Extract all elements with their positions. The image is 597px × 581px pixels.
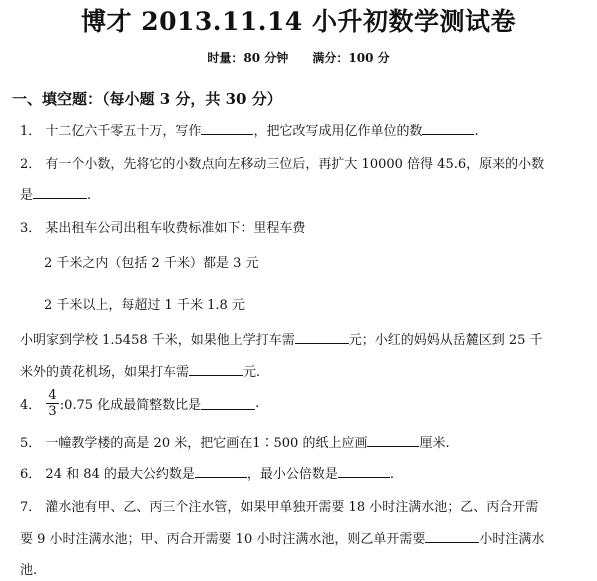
fare-rule-1: 2 千米之内（包括 2 千米）都是 3 元 [44,256,259,271]
question-text: . [87,188,92,203]
question-2-cont [20,184,91,203]
question-text: . [389,467,395,482]
question-number: 4． [20,398,42,413]
question-number: 2． [20,157,42,172]
fraction-denominator: 3 [48,404,57,419]
answer-blank[interactable] [367,434,419,447]
full-score: 满分：100 分 [312,51,390,65]
exam-info [0,49,597,66]
question-6 [20,463,394,482]
question-text: 24 和 84 的最大公约数是 [45,467,195,482]
question-text: ，把它改写成用亿作单位的数 [253,124,423,139]
answer-blank[interactable] [201,122,253,135]
question-text: 小时注满水 [479,532,545,547]
question-text: 元；小红的妈妈从岳麓区到 25 千 [348,333,543,348]
question-text: :0.75 化成最简整数比是 [59,398,202,413]
question-text: 米外的黄花机场，如果打车需 [20,365,190,380]
question-4 [20,388,259,419]
time-limit: 时量：80 分钟 [207,51,289,65]
question-number: 1． [20,124,42,139]
question-text: 十二亿六千零五十万，写作 [45,124,202,139]
answer-blank[interactable] [33,186,87,199]
question-text: . [474,124,479,139]
answer-blank[interactable] [201,397,255,410]
question-text: 要 9 小时注满水池；甲、丙合开需要 10 小时注满水池，则乙单开需要 [20,532,426,547]
question-text: 厘米. [419,436,450,451]
answer-blank[interactable] [338,465,390,478]
fare-rule-2: 2 千米以上，每超过 1 千米 1.8 元 [44,298,245,313]
answer-blank[interactable] [422,122,474,135]
question-number: 3． [20,221,42,236]
answer-blank[interactable] [189,363,243,376]
question-text: ，最小公倍数是 [246,467,338,482]
section-heading: 一、填空题：（每小题 3 分，共 30 分） [12,90,282,108]
question-5 [20,432,450,451]
question-text: 灌水池有甲、乙、丙三个注水管，如果甲单独开需要 18 小时注满水池；乙、丙合开需 [45,500,539,515]
page-title: 博才 2013.11.14 小升初数学测试卷 [81,7,516,36]
question-7-cont: 池. [20,563,38,578]
fraction [46,388,58,419]
question-text: 有一个小数，先将它的小数点向左移动三位后，再扩大 10000 倍得 45.6，原来的小数 [45,157,545,172]
question-text: 小明家到学校 1.5458 千米，如果他上学打车需 [20,333,295,348]
question-7-cont [20,528,544,547]
fraction-numerator: 4 [48,388,57,403]
question-text: 某出租车公司出租车收费标准如下：里程车费 [45,221,306,236]
question-number: 6． [20,467,42,482]
question-3-cont [20,329,543,348]
answer-blank[interactable] [195,465,247,478]
question-text: 一幢教学楼的高是 20 米，把它画在1∶500 的纸上应画 [45,436,368,451]
answer-blank[interactable] [425,530,479,543]
answer-blank[interactable] [295,331,349,344]
question-3 [20,217,305,236]
question-text: . [255,396,260,411]
question-text: 元. [243,365,261,380]
question-text: 是 [20,188,34,203]
question-1 [20,120,479,139]
question-3-cont [20,361,260,380]
question-number: 7． [20,500,42,515]
question-7 [20,496,538,515]
question-2 [20,153,544,172]
question-number: 5． [20,436,42,451]
